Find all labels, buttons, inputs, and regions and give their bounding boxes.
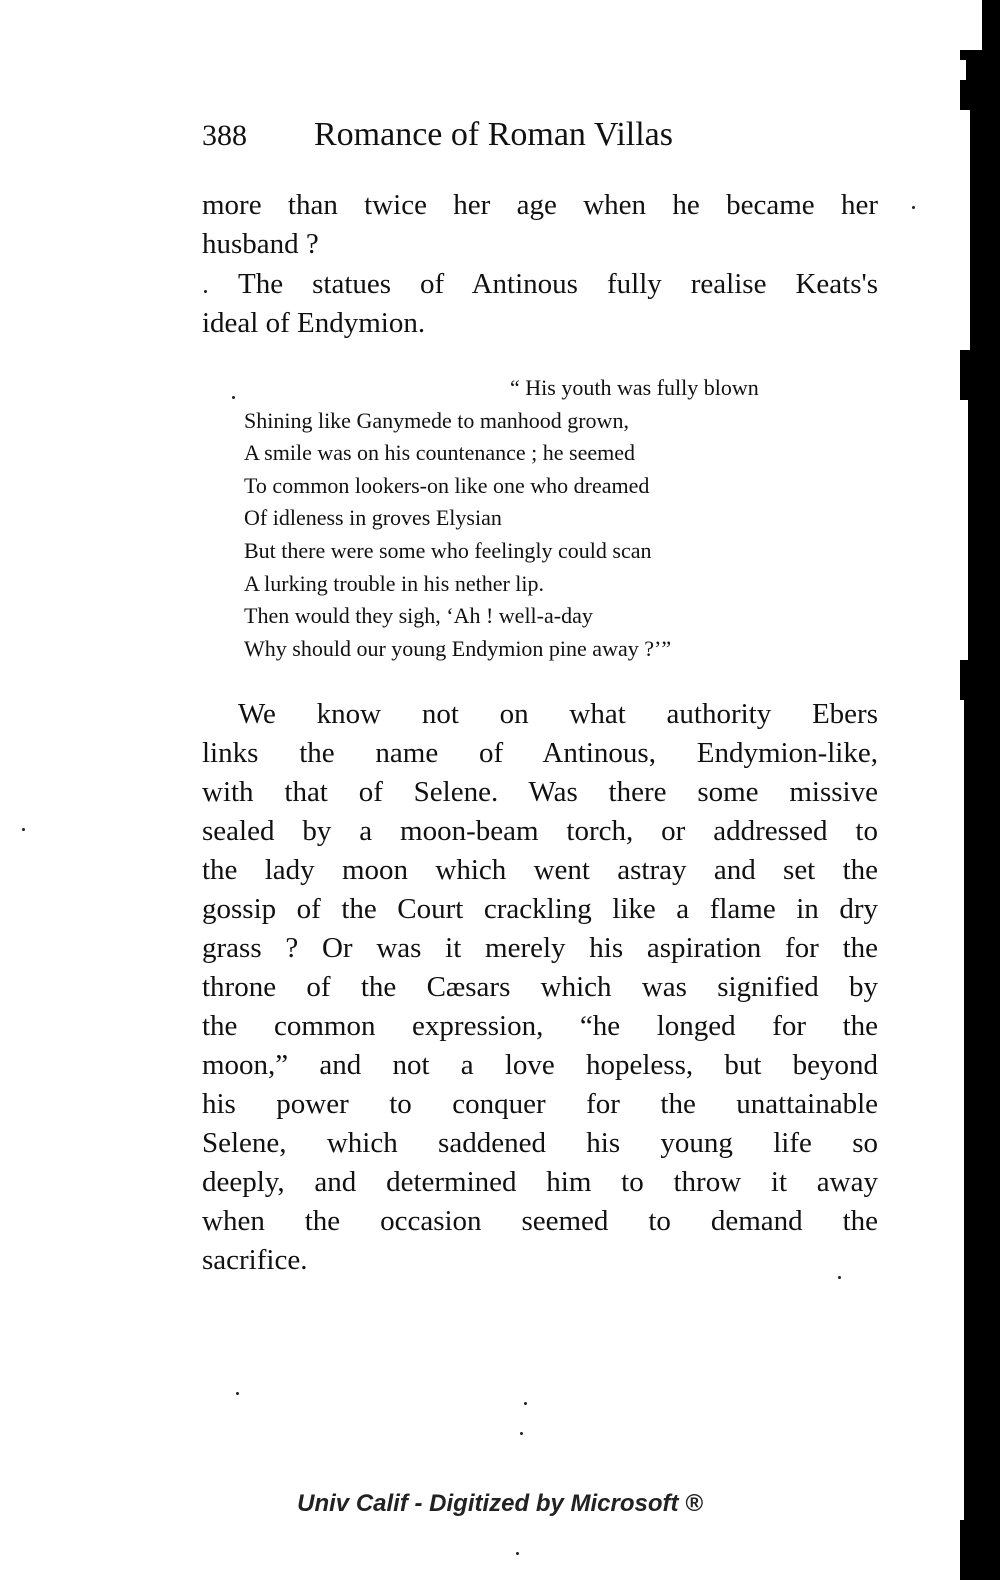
text-line: ideal of Endymion. [202, 307, 426, 339]
text-line: links the name of Antinous, Endymion-like, [202, 737, 878, 769]
scan-speck [520, 1432, 523, 1435]
text-line: throne of the Cæsars which was signified by [202, 971, 878, 1003]
page-number: 388 [202, 119, 247, 152]
text-line: more than twice her age when he became her [202, 189, 878, 221]
text-line: sacrifice. [202, 1244, 308, 1276]
poem-line: Of idleness in groves Elysian [244, 505, 502, 531]
poem-line: “ His youth was fully blown [510, 375, 759, 400]
text-line: moon,” and not a love hopeless, but beyond [202, 1049, 878, 1081]
text-line: sealed by a moon-beam torch, or addressed to [202, 815, 878, 847]
text-line: gossip of the Court crackling like a flame in dry [202, 893, 878, 925]
text-line: his power to conquer for the unattainable [202, 1088, 878, 1120]
intro-paragraph [202, 186, 878, 264]
poem-line: Shining like Ganymede to manhood grown, [244, 407, 629, 433]
text-line: grass ? Or was it merely his aspiration for the [202, 932, 878, 964]
text-line: husband ? [202, 228, 319, 260]
text-line: the common expression, “he longed for the [202, 1010, 878, 1042]
running-header [202, 112, 882, 158]
statues-paragraph [202, 265, 878, 343]
scan-speck [912, 206, 915, 209]
text-line-content: The statues of Antinous fully realise Keats's [238, 268, 878, 300]
page-edge-notch [960, 400, 968, 660]
text-line: when the occasion seemed to demand the [202, 1205, 878, 1237]
page-edge-notch [960, 700, 964, 1520]
poem-line: Then would they sigh, ‘Ah ! well-a-day [244, 603, 593, 629]
text-line: Selene, which saddened his young life so [202, 1127, 878, 1159]
page-edge-notch [960, 0, 982, 50]
page-edge-notch [960, 60, 966, 80]
scan-speck [236, 1392, 239, 1395]
page-edge-notch [960, 110, 970, 350]
scanned-page-edge [960, 0, 1000, 1580]
text-line [202, 265, 878, 304]
ebers-paragraph [202, 695, 878, 1280]
text-line-content: We know not on what authority Ebers [238, 698, 878, 730]
scan-speck [232, 396, 235, 399]
poem-quotation [244, 372, 864, 665]
running-title: Romance of Roman Villas [314, 116, 673, 153]
poem-line: A smile was on his countenance ; he seemed [244, 440, 636, 466]
scan-speck [516, 1552, 519, 1555]
scan-speck [204, 290, 207, 293]
poem-line: A lurking trouble in his nether lip. [244, 570, 545, 596]
text-line: the lady moon which went astray and set the [202, 854, 878, 886]
text-line: with that of Selene. Was there some missive [202, 776, 878, 808]
poem-line: But there were some who feelingly could scan [244, 537, 652, 563]
poem-line: To common lookers-on like one who dreamed [244, 472, 650, 498]
scan-speck [524, 1402, 527, 1405]
text-line: deeply, and determined him to throw it away [202, 1166, 878, 1198]
scan-speck [22, 828, 25, 831]
text-line [202, 695, 878, 734]
digitization-watermark: Univ Calif - Digitized by Microsoft ® [297, 1490, 703, 1517]
scan-speck [838, 1276, 841, 1279]
poem-line: Why should our young Endymion pine away ?’” [244, 635, 672, 661]
